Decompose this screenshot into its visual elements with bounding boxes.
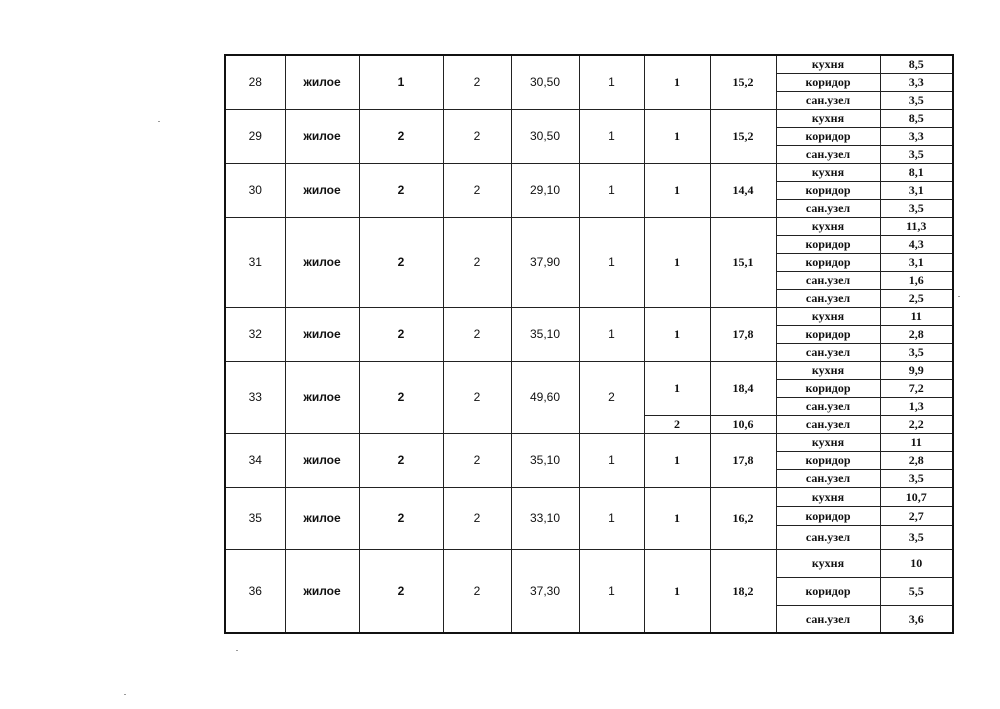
- aux-room-name: кухня: [776, 487, 880, 506]
- table-row: [225, 433, 953, 451]
- room-count: 2: [579, 361, 644, 433]
- room-area: 18,2: [710, 549, 776, 633]
- apartment-number: 30: [225, 163, 285, 217]
- aux-room-name: коридор: [776, 451, 880, 469]
- aux-room-name: сан.узел: [776, 271, 880, 289]
- total-area: 35,10: [511, 307, 579, 361]
- aux-room-name: сан.узел: [776, 415, 880, 433]
- apartments-table: [224, 54, 954, 634]
- aux-room-area: 8,5: [880, 109, 953, 127]
- total-area: 35,10: [511, 433, 579, 487]
- scan-speck: [124, 694, 126, 695]
- room-count: 1: [579, 549, 644, 633]
- premises-type: жилое: [285, 361, 359, 433]
- apartment-number: 35: [225, 487, 285, 549]
- aux-room-name: кухня: [776, 361, 880, 379]
- aux-room-area: 3,5: [880, 91, 953, 109]
- room-index: 1: [644, 217, 710, 307]
- apartment-number: 31: [225, 217, 285, 307]
- room-index: 1: [644, 487, 710, 549]
- aux-room-area: 1,6: [880, 271, 953, 289]
- floor: 2: [359, 433, 443, 487]
- room-area: 16,2: [710, 487, 776, 549]
- floor: 2: [359, 307, 443, 361]
- aux-room-area: 3,5: [880, 469, 953, 487]
- total-area: 37,30: [511, 549, 579, 633]
- aux-room-name: коридор: [776, 577, 880, 605]
- aux-room-name: сан.узел: [776, 343, 880, 361]
- total-area: 30,50: [511, 109, 579, 163]
- table-row: [225, 487, 953, 506]
- section: 2: [443, 307, 511, 361]
- aux-room-area: 3,6: [880, 605, 953, 633]
- scan-speck: [958, 296, 960, 297]
- aux-room-name: кухня: [776, 163, 880, 181]
- room-count: 1: [579, 217, 644, 307]
- room-count: 1: [579, 163, 644, 217]
- room-area: 18,4: [710, 361, 776, 415]
- aux-room-name: сан.узел: [776, 145, 880, 163]
- table-row: [225, 217, 953, 235]
- aux-room-name: коридор: [776, 253, 880, 271]
- premises-type: жилое: [285, 55, 359, 109]
- aux-room-name: кухня: [776, 549, 880, 577]
- total-area: 30,50: [511, 55, 579, 109]
- section: 2: [443, 361, 511, 433]
- premises-type: жилое: [285, 487, 359, 549]
- section: 2: [443, 217, 511, 307]
- table-row: [225, 361, 953, 379]
- aux-room-area: 11: [880, 433, 953, 451]
- room-count: 1: [579, 55, 644, 109]
- room-area: 15,2: [710, 109, 776, 163]
- premises-type: жилое: [285, 549, 359, 633]
- premises-type: жилое: [285, 307, 359, 361]
- aux-room-area: 3,5: [880, 199, 953, 217]
- aux-room-area: 11: [880, 307, 953, 325]
- aux-room-name: сан.узел: [776, 525, 880, 549]
- aux-room-area: 7,2: [880, 379, 953, 397]
- premises-type: жилое: [285, 163, 359, 217]
- aux-room-area: 8,5: [880, 55, 953, 73]
- aux-room-area: 3,3: [880, 127, 953, 145]
- aux-room-name: сан.узел: [776, 605, 880, 633]
- table-row: [225, 307, 953, 325]
- total-area: 33,10: [511, 487, 579, 549]
- room-index: 1: [644, 163, 710, 217]
- aux-room-area: 3,5: [880, 145, 953, 163]
- aux-room-area: 8,1: [880, 163, 953, 181]
- apartment-number: 28: [225, 55, 285, 109]
- aux-room-name: сан.узел: [776, 469, 880, 487]
- room-index: 1: [644, 361, 710, 415]
- room-count: 1: [579, 487, 644, 549]
- section: 2: [443, 487, 511, 549]
- aux-room-area: 3,1: [880, 181, 953, 199]
- aux-room-name: сан.узел: [776, 289, 880, 307]
- apartment-number: 34: [225, 433, 285, 487]
- floor: 2: [359, 487, 443, 549]
- section: 2: [443, 549, 511, 633]
- apartments-table-wrapper: [224, 54, 952, 634]
- aux-room-name: кухня: [776, 55, 880, 73]
- apartment-number: 36: [225, 549, 285, 633]
- aux-room-name: кухня: [776, 433, 880, 451]
- room-index: 1: [644, 55, 710, 109]
- floor: 2: [359, 217, 443, 307]
- aux-room-name: кухня: [776, 109, 880, 127]
- aux-room-name: коридор: [776, 235, 880, 253]
- premises-type: жилое: [285, 433, 359, 487]
- room-count: 1: [579, 109, 644, 163]
- room-area: 15,1: [710, 217, 776, 307]
- room-area: 10,6: [710, 415, 776, 433]
- floor: 2: [359, 549, 443, 633]
- floor: 2: [359, 109, 443, 163]
- aux-room-area: 11,3: [880, 217, 953, 235]
- aux-room-name: коридор: [776, 181, 880, 199]
- aux-room-name: коридор: [776, 379, 880, 397]
- section: 2: [443, 163, 511, 217]
- room-index: 1: [644, 109, 710, 163]
- room-index: 2: [644, 415, 710, 433]
- apartment-number: 32: [225, 307, 285, 361]
- aux-room-name: кухня: [776, 217, 880, 235]
- aux-room-name: коридор: [776, 127, 880, 145]
- aux-room-name: коридор: [776, 506, 880, 525]
- scan-speck: [158, 121, 160, 122]
- aux-room-name: коридор: [776, 73, 880, 91]
- aux-room-area: 2,2: [880, 415, 953, 433]
- aux-room-area: 1,3: [880, 397, 953, 415]
- room-area: 17,8: [710, 433, 776, 487]
- total-area: 29,10: [511, 163, 579, 217]
- room-count: 1: [579, 307, 644, 361]
- aux-room-area: 3,5: [880, 343, 953, 361]
- aux-room-area: 9,9: [880, 361, 953, 379]
- table-row: [225, 163, 953, 181]
- total-area: 49,60: [511, 361, 579, 433]
- table-row: [225, 109, 953, 127]
- aux-room-area: 4,3: [880, 235, 953, 253]
- aux-room-area: 3,5: [880, 525, 953, 549]
- total-area: 37,90: [511, 217, 579, 307]
- floor: 2: [359, 361, 443, 433]
- room-area: 17,8: [710, 307, 776, 361]
- aux-room-name: сан.узел: [776, 91, 880, 109]
- aux-room-area: 10: [880, 549, 953, 577]
- aux-room-area: 3,3: [880, 73, 953, 91]
- room-index: 1: [644, 549, 710, 633]
- aux-room-area: 2,5: [880, 289, 953, 307]
- scan-speck: [236, 650, 238, 651]
- premises-type: жилое: [285, 217, 359, 307]
- premises-type: жилое: [285, 109, 359, 163]
- room-index: 1: [644, 433, 710, 487]
- aux-room-area: 5,5: [880, 577, 953, 605]
- room-area: 15,2: [710, 55, 776, 109]
- floor: 1: [359, 55, 443, 109]
- section: 2: [443, 433, 511, 487]
- aux-room-name: кухня: [776, 307, 880, 325]
- aux-room-name: сан.узел: [776, 199, 880, 217]
- room-index: 1: [644, 307, 710, 361]
- section: 2: [443, 109, 511, 163]
- aux-room-name: коридор: [776, 325, 880, 343]
- aux-room-area: 2,7: [880, 506, 953, 525]
- floor: 2: [359, 163, 443, 217]
- table-row: [225, 55, 953, 73]
- section: 2: [443, 55, 511, 109]
- aux-room-area: 3,1: [880, 253, 953, 271]
- aux-room-area: 2,8: [880, 451, 953, 469]
- room-area: 14,4: [710, 163, 776, 217]
- room-count: 1: [579, 433, 644, 487]
- apartment-number: 29: [225, 109, 285, 163]
- apartment-number: 33: [225, 361, 285, 433]
- aux-room-area: 10,7: [880, 487, 953, 506]
- table-row: [225, 549, 953, 577]
- aux-room-area: 2,8: [880, 325, 953, 343]
- aux-room-name: сан.узел: [776, 397, 880, 415]
